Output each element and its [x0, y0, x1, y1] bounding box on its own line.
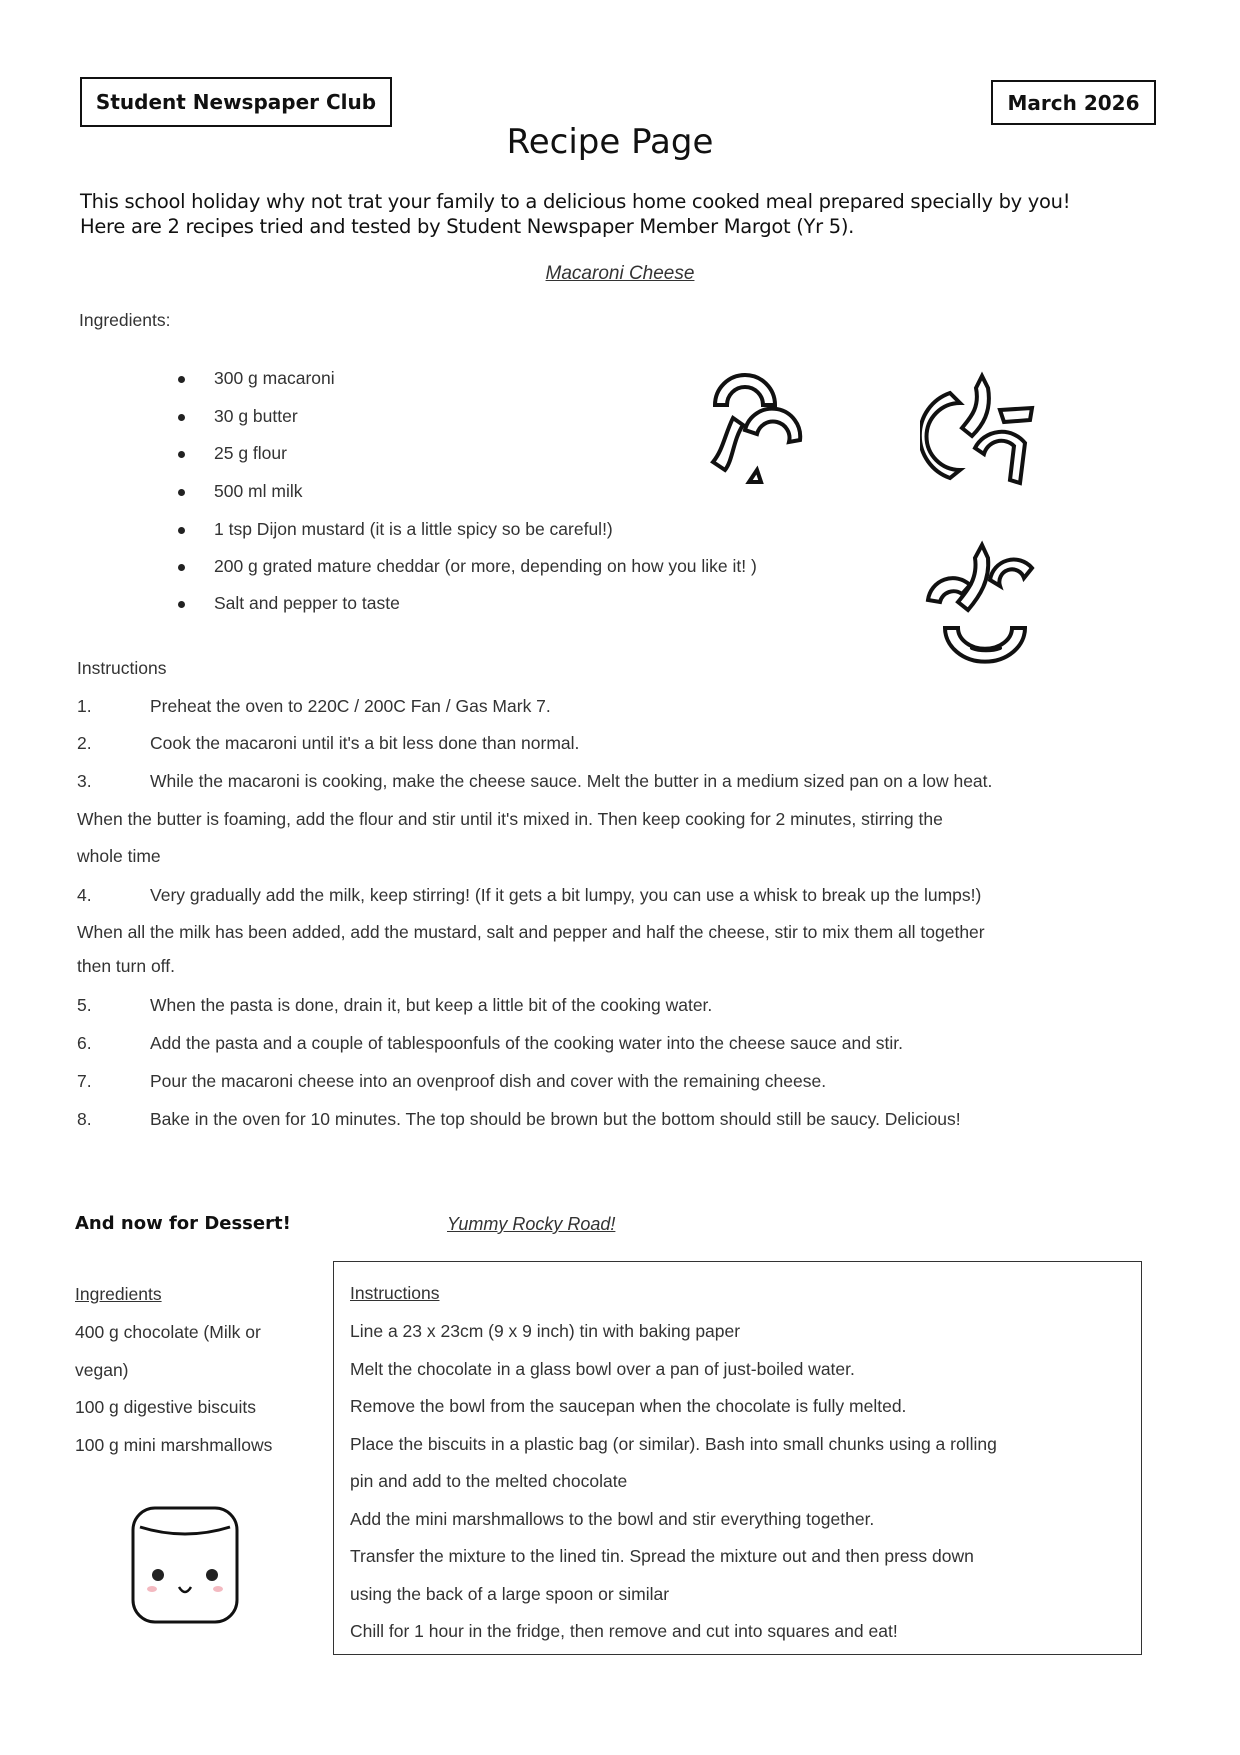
page-title: Recipe Page: [506, 122, 714, 162]
step-text: Preheat the oven to 220C / 200C Fan / Gas Mark 7.: [150, 696, 551, 716]
ingredient-item: 25 g flour: [214, 443, 287, 463]
step-text: whole time: [77, 846, 161, 866]
club-name: Student Newspaper Club: [95, 90, 377, 114]
dessert-ingredient-item: 100 g digestive biscuits: [75, 1397, 256, 1417]
dessert-ingredients-label: Ingredients: [75, 1284, 162, 1304]
ingredient-item: 30 g butter: [214, 406, 298, 426]
dessert-instruction-line: Add the mini marshmallows to the bowl and stir everything together.: [350, 1508, 875, 1529]
bullet-icon: [178, 451, 185, 458]
bullet-icon: [178, 489, 185, 496]
step-number: 8.: [77, 1109, 92, 1129]
dessert-instruction-line: Remove the bowl from the saucepan when the chocolate is fully melted.: [350, 1396, 907, 1416]
dessert-instruction-line: Chill for 1 hour in the fridge, then remove and cut into squares and eat!: [350, 1621, 898, 1641]
issue-date: March 2026: [1007, 90, 1140, 115]
ingredient-item: 200 g grated mature cheddar (or more, depending on how you like it! ): [214, 556, 757, 576]
step-text: then turn off.: [77, 956, 175, 976]
recipe2-title: Yummy Rocky Road!: [447, 1214, 616, 1234]
macaroni-illustration: [920, 368, 1045, 493]
step-text: Cook the macaroni until it's a bit less done than normal.: [150, 733, 580, 753]
step-number: 3.: [77, 771, 92, 791]
step-text: While the macaroni is cooking, make the cheese sauce. Melt the butter in a medium sized pan on a low heat.: [150, 771, 993, 791]
dessert-instructions-label: Instructions: [350, 1283, 440, 1303]
ingredient-item: 500 ml milk: [214, 481, 303, 501]
step-text: Add the pasta and a couple of tablespoonfuls of the cooking water into the cheese sauce and stir.: [150, 1033, 904, 1053]
ingredients-label: Ingredients:: [79, 310, 171, 330]
step-text: When all the milk has been added, add the mustard, salt and pepper and half the cheese, stir to mix them all together: [77, 922, 985, 942]
step-number: 6.: [77, 1033, 92, 1053]
step-number: 5.: [77, 995, 92, 1015]
macaroni-illustration: [920, 540, 1045, 670]
bullet-icon: [178, 414, 185, 421]
dessert-instruction-line: Place the biscuits in a plastic bag (or similar). Bash into small chunks using a rolling: [350, 1433, 997, 1454]
dessert-instruction-line: Line a 23 x 23cm (9 x 9 inch) tin with baking paper: [350, 1321, 741, 1341]
step-number: 4.: [77, 885, 92, 905]
ingredient-item: 1 tsp Dijon mustard (it is a little spicy so be careful!): [214, 519, 613, 539]
date-box: [991, 80, 1156, 125]
intro-line-1: This school holiday why not trat your family to a delicious home cooked meal prepared specially by you!: [80, 190, 1071, 213]
bullet-icon: [178, 376, 185, 383]
recipe1-title: Macaroni Cheese: [545, 263, 695, 284]
dessert-instruction-line: using the back of a large spoon or similar: [350, 1583, 670, 1604]
club-name-box: [80, 77, 392, 127]
step-text: Very gradually add the milk, keep stirring! (If it gets a bit lumpy, you can use a whisk to break up the lumps!): [150, 885, 982, 905]
instructions-label: Instructions: [77, 658, 167, 678]
step-number: 2.: [77, 733, 92, 753]
step-text: Pour the macaroni cheese into an ovenproof dish and cover with the remaining cheese.: [150, 1071, 827, 1091]
ingredient-item: 300 g macaroni: [214, 368, 335, 388]
intro-line-2: Here are 2 recipes tried and tested by Student Newspaper Member Margot (Yr 5).: [80, 215, 855, 238]
bullet-icon: [178, 527, 185, 534]
dessert-ingredient-item: 100 g mini marshmallows: [75, 1434, 273, 1455]
dessert-heading: And now for Dessert!: [75, 1213, 291, 1234]
marshmallow-illustration: [128, 1505, 243, 1625]
dessert-ingredient-item: 400 g chocolate (Milk or: [75, 1322, 261, 1342]
macaroni-illustration: [705, 370, 820, 485]
dessert-instruction-line: Transfer the mixture to the lined tin. Spread the mixture out and then press down: [350, 1546, 974, 1566]
dessert-instruction-line: Melt the chocolate in a glass bowl over a pan of just-boiled water.: [350, 1358, 855, 1379]
dessert-instruction-line: pin and add to the melted chocolate: [350, 1471, 628, 1491]
ingredient-item: Salt and pepper to taste: [214, 593, 400, 613]
step-text: When the pasta is done, drain it, but keep a little bit of the cooking water.: [150, 995, 713, 1015]
step-number: 7.: [77, 1071, 92, 1091]
step-number: 1.: [77, 696, 92, 716]
bullet-icon: [178, 564, 185, 571]
dessert-ingredient-item: vegan): [75, 1359, 129, 1380]
step-text: Bake in the oven for 10 minutes. The top should be brown but the bottom should still be saucy. Delicious!: [150, 1109, 961, 1129]
step-text: When the butter is foaming, add the flour and stir until it's mixed in. Then keep cooking for 2 minutes, stirring the: [77, 809, 943, 829]
bullet-icon: [178, 601, 185, 608]
